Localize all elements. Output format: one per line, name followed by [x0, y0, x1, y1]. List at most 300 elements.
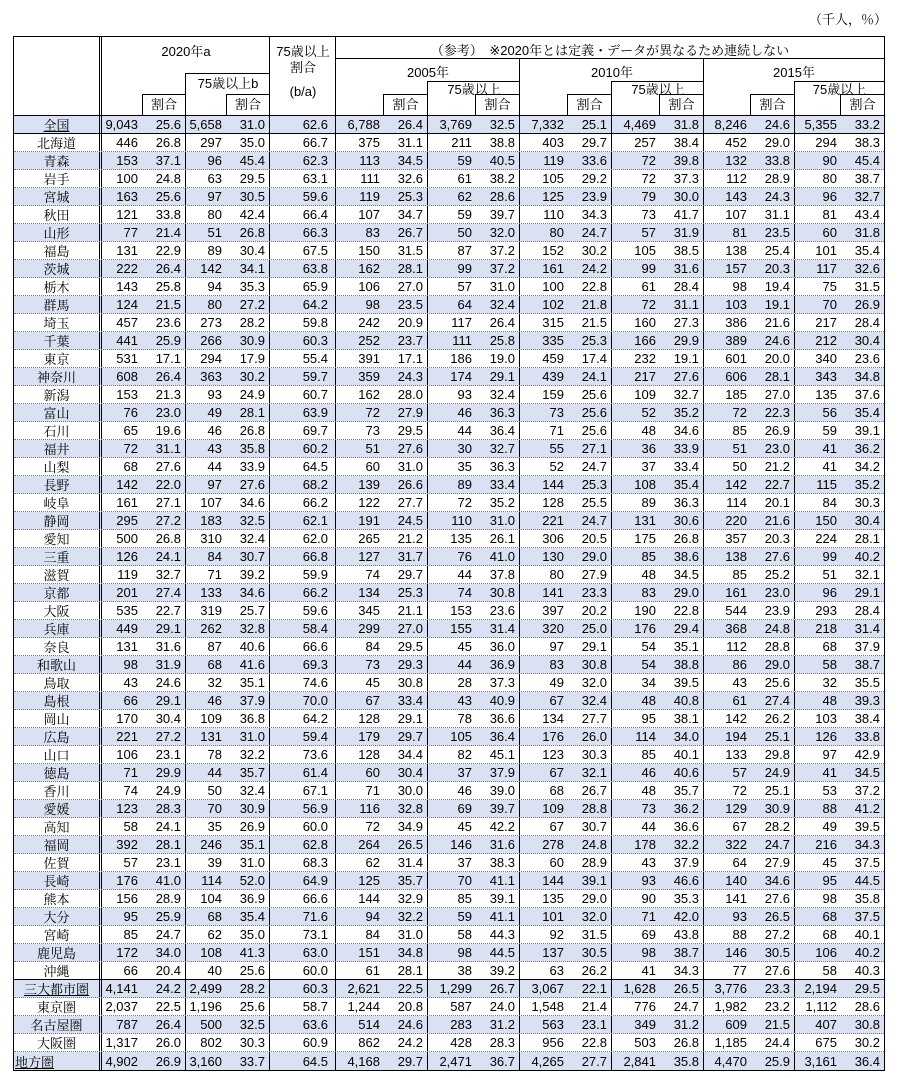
ba-share: 64.5 [302, 1053, 328, 1069]
value: 608 [116, 369, 138, 384]
value: 141 [725, 891, 747, 906]
ratio: 30.7 [239, 549, 265, 564]
data-cell [795, 836, 884, 853]
ratio: 32.5 [239, 1017, 265, 1032]
value: 166 [634, 333, 656, 348]
ratio: 30.2 [239, 369, 265, 384]
data-cell [270, 962, 336, 979]
data-cell [336, 512, 428, 529]
row-label [14, 944, 102, 961]
data-cell [102, 692, 186, 709]
data-cell [270, 332, 336, 349]
value: 54 [641, 639, 656, 654]
region-name: 新潟 [43, 388, 70, 403]
value: 48 [641, 693, 656, 708]
ba-share: 66.6 [302, 891, 328, 906]
ratio: 28.1 [239, 405, 265, 420]
data-cell [795, 926, 884, 943]
value: 100 [116, 171, 138, 186]
ba-share: 60.7 [302, 387, 328, 402]
data-cell [704, 152, 795, 169]
value: 46 [641, 765, 656, 780]
data-cell [102, 476, 186, 493]
value: 104 [200, 891, 222, 906]
table-row [14, 512, 884, 530]
value: 133 [725, 747, 747, 762]
ratio: 30.9 [239, 333, 265, 348]
value: 38 [457, 963, 472, 978]
ratio: 31.0 [397, 927, 423, 942]
ratio: 38.3 [854, 135, 880, 150]
value: 161 [725, 585, 747, 600]
ratio: 28.9 [764, 171, 790, 186]
data-cell [520, 638, 612, 655]
ratio: 34.8 [854, 369, 880, 384]
data-cell [520, 548, 612, 565]
data-cell [612, 746, 704, 763]
value: 335 [542, 333, 564, 348]
region-name: 沖縄 [43, 964, 70, 979]
table-row [14, 980, 884, 998]
ratio: 40.2 [854, 549, 880, 564]
ratio: 22.8 [581, 279, 607, 294]
data-cell [270, 512, 336, 529]
ba-share: 60.2 [302, 441, 328, 456]
value: 41 [822, 765, 837, 780]
value: 3,160 [189, 1053, 222, 1069]
ratio: 19.0 [489, 351, 515, 366]
ratio: 37.2 [489, 243, 515, 258]
value: 178 [634, 837, 656, 852]
value: 97 [549, 639, 564, 654]
data-cell [795, 998, 884, 1015]
row-label [14, 728, 102, 745]
row-label [14, 584, 102, 601]
row-label [14, 710, 102, 727]
ratio: 34.4 [397, 747, 423, 762]
data-cell [612, 224, 704, 241]
ratio: 27.0 [397, 621, 423, 636]
value: 122 [358, 495, 380, 510]
data-cell [270, 368, 336, 385]
data-cell [795, 1016, 884, 1033]
ratio: 23.5 [397, 297, 423, 312]
value: 125 [542, 189, 564, 204]
data-cell [102, 188, 186, 205]
value: 88 [732, 927, 747, 942]
value: 51 [822, 567, 837, 582]
ratio: 19.1 [673, 351, 699, 366]
data-cell [612, 350, 704, 367]
value: 46 [207, 423, 222, 438]
value: 134 [542, 711, 564, 726]
ratio: 26.9 [239, 819, 265, 834]
data-cell [428, 386, 520, 403]
value: 32 [822, 675, 837, 690]
data-cell [336, 278, 428, 295]
value: 60 [365, 459, 380, 474]
ratio: 32.5 [239, 513, 265, 528]
ratio: 33.9 [673, 441, 699, 456]
row-label [14, 296, 102, 313]
value: 114 [726, 495, 747, 510]
ratio: 26.1 [489, 531, 515, 546]
value: 88 [822, 801, 837, 816]
value: 183 [200, 513, 222, 528]
data-cell [102, 296, 186, 313]
table-row [14, 458, 884, 476]
value: 28 [457, 675, 472, 690]
ba-share: 66.2 [302, 585, 328, 600]
value: 956 [542, 1035, 564, 1050]
value: 201 [116, 585, 138, 600]
data-cell [102, 368, 186, 385]
ratio: 26.8 [673, 531, 699, 546]
data-cell [612, 422, 704, 439]
data-cell [428, 692, 520, 709]
value: 39 [207, 855, 222, 870]
ratio: 28.4 [673, 279, 699, 294]
data-cell [520, 890, 612, 907]
value: 110 [543, 207, 564, 222]
data-cell [795, 278, 884, 295]
data-cell [612, 710, 704, 727]
ratio: 20.2 [581, 603, 607, 618]
value: 459 [542, 351, 564, 366]
ratio: 30.4 [397, 765, 423, 780]
ratio: 24.8 [764, 621, 790, 636]
ratio: 21.6 [764, 513, 790, 528]
ratio: 41.0 [489, 549, 515, 564]
ba-share: 67.5 [302, 243, 328, 258]
data-cell [270, 170, 336, 187]
value: 69 [641, 927, 656, 942]
value: 37 [641, 459, 656, 474]
data-cell [428, 890, 520, 907]
data-cell [186, 638, 270, 655]
value: 133 [200, 585, 222, 600]
ba-share: 56.9 [302, 801, 328, 816]
ratio: 24.0 [489, 999, 515, 1014]
data-cell [102, 872, 186, 889]
data-cell [270, 134, 336, 151]
value: 117 [451, 315, 472, 330]
row-label [14, 674, 102, 691]
value: 40 [207, 963, 222, 978]
data-cell [704, 998, 795, 1015]
data-cell [270, 548, 336, 565]
ratio: 43.4 [854, 207, 880, 222]
data-cell [102, 332, 186, 349]
ratio: 22.9 [155, 243, 181, 258]
data-cell [612, 386, 704, 403]
ratio: 45.1 [489, 747, 515, 762]
data-cell [428, 422, 520, 439]
value: 217 [634, 369, 656, 384]
ratio: 25.3 [581, 333, 607, 348]
ba-share: 69.3 [302, 657, 328, 672]
ratio: 36.3 [489, 405, 515, 420]
ratio: 35.8 [854, 891, 880, 906]
ba-share: 62.6 [302, 117, 328, 132]
data-cell [428, 152, 520, 169]
ratio: 31.4 [854, 621, 880, 636]
value: 128 [542, 495, 564, 510]
table-row [14, 782, 884, 800]
table-row [14, 854, 884, 872]
data-cell [704, 746, 795, 763]
value: 70 [822, 297, 837, 312]
value: 2,621 [347, 981, 380, 996]
ratio: 31.4 [397, 855, 423, 870]
region-name: 青森 [43, 154, 70, 169]
ratio: 29.9 [673, 333, 699, 348]
ratio: 26.0 [581, 729, 607, 744]
ratio: 41.7 [673, 207, 699, 222]
header-over75-2015: 75歳以上 [795, 81, 884, 95]
data-cell [795, 728, 884, 745]
data-cell [102, 710, 186, 727]
data-cell [795, 944, 884, 961]
data-cell [795, 512, 884, 529]
ba-share: 74.6 [302, 675, 328, 690]
ratio: 42.2 [489, 819, 515, 834]
data-cell [795, 332, 884, 349]
value: 49 [549, 675, 564, 690]
data-cell [270, 566, 336, 583]
data-cell [336, 818, 428, 835]
ratio: 35.7 [239, 765, 265, 780]
header-ba-formula: (b/a) [289, 84, 317, 99]
data-cell [102, 242, 186, 259]
ba-share: 70.0 [302, 693, 328, 708]
value: 95 [641, 711, 656, 726]
ratio: 23.3 [581, 585, 607, 600]
ratio: 29.1 [397, 711, 423, 726]
ratio: 25.6 [155, 189, 181, 204]
data-cell [612, 1016, 704, 1033]
row-label [14, 512, 102, 529]
value: 73 [641, 207, 656, 222]
data-cell [704, 962, 795, 979]
region-name: 滋賀 [43, 568, 70, 583]
value: 44 [457, 657, 472, 672]
value: 92 [549, 927, 564, 942]
ratio: 28.2 [764, 819, 790, 834]
value: 140 [725, 873, 747, 888]
value: 257 [634, 135, 656, 150]
ratio: 41.0 [155, 873, 181, 888]
ref-divider [336, 58, 884, 59]
ratio: 25.5 [581, 495, 607, 510]
value: 105 [542, 171, 564, 186]
data-cell [795, 440, 884, 457]
data-cell [704, 512, 795, 529]
table-row [14, 530, 884, 548]
table-row [14, 998, 884, 1016]
data-cell [336, 458, 428, 475]
value: 63 [549, 963, 564, 978]
region-name: 岡山 [43, 712, 70, 727]
table-row [14, 584, 884, 602]
data-cell [795, 800, 884, 817]
ratio: 31.5 [397, 243, 423, 258]
ratio: 40.8 [673, 693, 699, 708]
ratio: 32.8 [239, 621, 265, 636]
ratio: 34.5 [397, 153, 423, 168]
data-cell [704, 1052, 795, 1070]
ratio: 24.2 [581, 261, 607, 276]
data-cell [612, 296, 704, 313]
ratio: 32.4 [239, 531, 265, 546]
data-cell [612, 566, 704, 583]
data-cell [336, 404, 428, 421]
ratio: 39.8 [673, 153, 699, 168]
data-cell [336, 386, 428, 403]
data-cell [612, 980, 704, 997]
value: 163 [116, 189, 138, 204]
table-row [14, 548, 884, 566]
ratio: 31.4 [489, 621, 515, 636]
value: 319 [200, 603, 222, 618]
table-row [14, 134, 884, 152]
value: 264 [358, 837, 380, 852]
ratio: 32.4 [489, 297, 515, 312]
data-cell [428, 764, 520, 781]
value: 297 [200, 135, 222, 150]
data-cell [520, 476, 612, 493]
data-cell [270, 440, 336, 457]
table-row [14, 872, 884, 890]
ratio: 37.9 [489, 765, 515, 780]
value: 83 [549, 657, 564, 672]
ratio: 25.6 [764, 675, 790, 690]
ratio: 23.6 [489, 603, 515, 618]
value: 58 [822, 657, 837, 672]
value: 126 [116, 549, 138, 564]
row-label [14, 116, 102, 133]
data-cell [270, 530, 336, 547]
region-name: 鹿児島 [36, 946, 76, 961]
data-cell [336, 530, 428, 547]
table-row [14, 800, 884, 818]
data-cell [336, 368, 428, 385]
region-name: 長崎 [43, 874, 70, 889]
ratio: 26.8 [155, 135, 181, 150]
data-cell [520, 746, 612, 763]
data-cell [102, 602, 186, 619]
ratio: 25.2 [764, 567, 790, 582]
ratio: 31.8 [854, 225, 880, 240]
data-cell [612, 998, 704, 1015]
ba-share: 63.8 [302, 261, 328, 276]
data-cell [704, 908, 795, 925]
region-name: 熊本 [43, 892, 70, 907]
value: 146 [725, 945, 747, 960]
value: 161 [116, 495, 138, 510]
ratio: 32.7 [489, 441, 515, 456]
ratio: 24.6 [155, 675, 181, 690]
data-cell [186, 368, 270, 385]
value: 127 [358, 549, 380, 564]
ratio: 38.6 [673, 549, 699, 564]
ratio: 26.5 [764, 909, 790, 924]
ratio: 36.0 [489, 639, 515, 654]
data-cell [336, 854, 428, 871]
ratio: 17.9 [239, 351, 265, 366]
table-row [14, 818, 884, 836]
ratio: 31.2 [673, 1017, 699, 1032]
header-ratio-2010a: 割合 [567, 94, 611, 115]
ratio: 25.3 [581, 477, 607, 492]
data-cell [270, 692, 336, 709]
ratio: 27.7 [397, 495, 423, 510]
value: 4,470 [714, 1053, 747, 1069]
data-cell [612, 584, 704, 601]
ratio: 26.9 [764, 423, 790, 438]
data-cell [520, 620, 612, 637]
data-cell [186, 836, 270, 853]
region-name: 北海道 [36, 136, 76, 151]
ratio: 20.8 [397, 999, 423, 1014]
data-cell [270, 188, 336, 205]
region-name: 愛媛 [43, 802, 70, 817]
row-label [14, 224, 102, 241]
data-cell [520, 980, 612, 997]
ratio: 41.3 [239, 945, 265, 960]
data-cell [102, 890, 186, 907]
data-cell [102, 170, 186, 187]
data-cell [336, 710, 428, 727]
row-label [14, 170, 102, 187]
ratio: 26.4 [155, 1017, 181, 1032]
data-cell [704, 386, 795, 403]
value: 30 [457, 441, 472, 456]
ratio: 26.2 [764, 711, 790, 726]
value: 48 [641, 423, 656, 438]
data-cell [270, 944, 336, 961]
ba-share: 66.4 [302, 207, 328, 222]
ratio: 39.5 [673, 675, 699, 690]
data-cell [102, 422, 186, 439]
value: 59 [457, 909, 472, 924]
ba-share: 59.9 [302, 567, 328, 582]
ratio: 37.9 [673, 855, 699, 870]
data-cell [520, 1034, 612, 1051]
value: 60 [549, 855, 564, 870]
data-cell [336, 350, 428, 367]
value: 67 [732, 819, 747, 834]
ratio: 25.8 [155, 279, 181, 294]
value: 141 [542, 585, 564, 600]
ratio: 20.3 [764, 531, 790, 546]
data-cell [186, 566, 270, 583]
data-cell [795, 566, 884, 583]
region-name: 全国 [43, 118, 70, 133]
value: 57 [641, 225, 656, 240]
value: 45 [457, 819, 472, 834]
value: 86 [732, 657, 747, 672]
data-cell [270, 836, 336, 853]
ratio: 36.6 [489, 711, 515, 726]
data-cell [186, 584, 270, 601]
header-over75-2010: 75歳以上 [612, 81, 704, 95]
value: 4,168 [347, 1053, 380, 1069]
ba-share: 60.9 [302, 1035, 328, 1050]
data-cell [704, 764, 795, 781]
data-cell [612, 674, 704, 691]
value: 68 [207, 909, 222, 924]
